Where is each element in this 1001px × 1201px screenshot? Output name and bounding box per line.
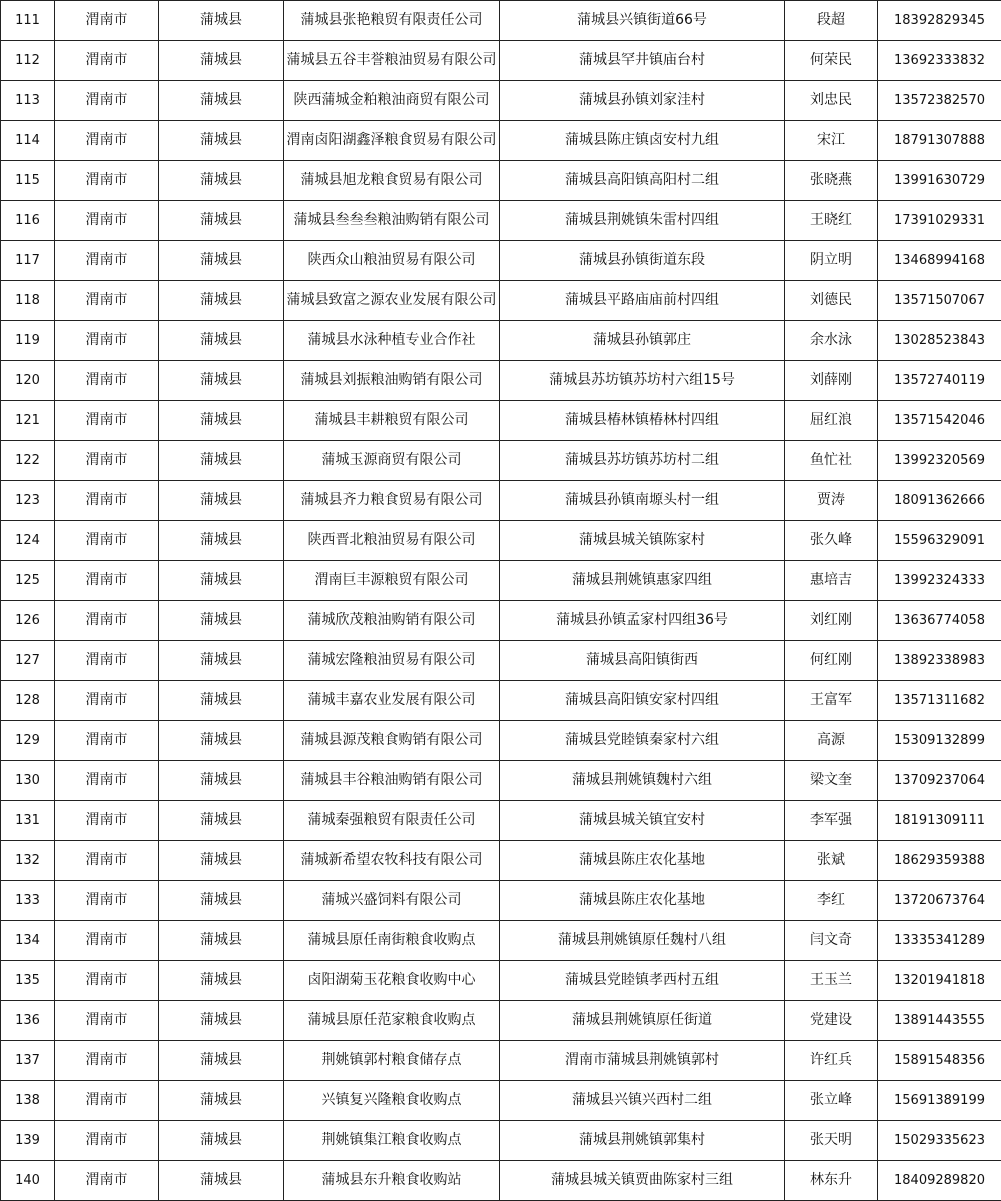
row-number-cell: 135 (1, 961, 55, 1001)
phone-number-cell: 13571507067 (878, 281, 1001, 321)
row-number-cell: 119 (1, 321, 55, 361)
company-name-cell: 蒲城县原任南街粮食收购点 (284, 921, 500, 961)
contact-person-cell: 林东升 (785, 1161, 878, 1201)
county-cell: 蒲城县 (159, 641, 284, 681)
phone-number-cell: 17391029331 (878, 201, 1001, 241)
city-cell: 渭南市 (55, 161, 159, 201)
city-cell: 渭南市 (55, 1161, 159, 1201)
city-cell: 渭南市 (55, 721, 159, 761)
contact-person-cell: 王晓红 (785, 201, 878, 241)
company-name-cell: 蒲城县张艳粮贸有限责任公司 (284, 1, 500, 41)
phone-number-cell: 13028523843 (878, 321, 1001, 361)
company-name-cell: 蒲城县丰谷粮油购销有限公司 (284, 761, 500, 801)
contact-person-cell: 张立峰 (785, 1081, 878, 1121)
row-number-cell: 125 (1, 561, 55, 601)
row-number-cell: 128 (1, 681, 55, 721)
address-cell: 蒲城县陈庄农化基地 (500, 881, 785, 921)
row-number-cell: 124 (1, 521, 55, 561)
row-number-cell: 137 (1, 1041, 55, 1081)
company-name-cell: 陕西蒲城金粕粮油商贸有限公司 (284, 81, 500, 121)
table-row (1, 761, 1001, 801)
company-name-cell: 蒲城县原任范家粮食收购点 (284, 1001, 500, 1041)
city-cell: 渭南市 (55, 361, 159, 401)
address-cell: 蒲城县党睦镇秦家村六组 (500, 721, 785, 761)
row-number-cell: 123 (1, 481, 55, 521)
contact-person-cell: 宋江 (785, 121, 878, 161)
address-cell: 蒲城县平路庙庙前村四组 (500, 281, 785, 321)
phone-number-cell: 13709237064 (878, 761, 1001, 801)
company-name-cell: 陕西晋北粮油贸易有限公司 (284, 521, 500, 561)
phone-number-cell: 13571542046 (878, 401, 1001, 441)
row-number-cell: 111 (1, 1, 55, 41)
city-cell: 渭南市 (55, 1041, 159, 1081)
address-cell: 蒲城县孙镇南塬头村一组 (500, 481, 785, 521)
contact-person-cell: 刘薛刚 (785, 361, 878, 401)
table-row (1, 241, 1001, 281)
county-cell: 蒲城县 (159, 961, 284, 1001)
table-row (1, 601, 1001, 641)
county-cell: 蒲城县 (159, 1161, 284, 1201)
phone-number-cell: 13335341289 (878, 921, 1001, 961)
contact-person-cell: 惠培吉 (785, 561, 878, 601)
address-cell: 蒲城县苏坊镇苏坊村六组15号 (500, 361, 785, 401)
row-number-cell: 122 (1, 441, 55, 481)
contact-person-cell: 刘德民 (785, 281, 878, 321)
row-number-cell: 133 (1, 881, 55, 921)
county-cell: 蒲城县 (159, 721, 284, 761)
county-cell: 蒲城县 (159, 561, 284, 601)
county-cell: 蒲城县 (159, 841, 284, 881)
company-name-cell: 蒲城秦强粮贸有限责任公司 (284, 801, 500, 841)
county-cell: 蒲城县 (159, 1041, 284, 1081)
phone-number-cell: 13572382570 (878, 81, 1001, 121)
row-number-cell: 131 (1, 801, 55, 841)
company-name-cell: 蒲城欣茂粮油购销有限公司 (284, 601, 500, 641)
contact-person-cell: 党建设 (785, 1001, 878, 1041)
company-name-cell: 渭南巨丰源粮贸有限公司 (284, 561, 500, 601)
company-name-cell: 蒲城县叁叁叁粮油购销有限公司 (284, 201, 500, 241)
city-cell: 渭南市 (55, 681, 159, 721)
row-number-cell: 112 (1, 41, 55, 81)
address-cell: 蒲城县城关镇陈家村 (500, 521, 785, 561)
table-row (1, 561, 1001, 601)
contact-person-cell: 屈红浪 (785, 401, 878, 441)
city-cell: 渭南市 (55, 1121, 159, 1161)
company-name-cell: 蒲城县源茂粮食购销有限公司 (284, 721, 500, 761)
address-cell: 蒲城县孙镇刘家洼村 (500, 81, 785, 121)
contact-person-cell: 余水泳 (785, 321, 878, 361)
table-row (1, 481, 1001, 521)
company-name-cell: 兴镇复兴隆粮食收购点 (284, 1081, 500, 1121)
phone-number-cell: 15596329091 (878, 521, 1001, 561)
table-row (1, 921, 1001, 961)
table-row (1, 961, 1001, 1001)
phone-number-cell: 18091362666 (878, 481, 1001, 521)
county-cell: 蒲城县 (159, 361, 284, 401)
contact-person-cell: 张久峰 (785, 521, 878, 561)
row-number-cell: 136 (1, 1001, 55, 1041)
county-cell: 蒲城县 (159, 281, 284, 321)
table-row (1, 441, 1001, 481)
county-cell: 蒲城县 (159, 1121, 284, 1161)
county-cell: 蒲城县 (159, 321, 284, 361)
county-cell: 蒲城县 (159, 601, 284, 641)
table-row (1, 641, 1001, 681)
county-cell: 蒲城县 (159, 521, 284, 561)
county-cell: 蒲城县 (159, 201, 284, 241)
city-cell: 渭南市 (55, 81, 159, 121)
city-cell: 渭南市 (55, 41, 159, 81)
city-cell: 渭南市 (55, 961, 159, 1001)
address-cell: 蒲城县孙镇街道东段 (500, 241, 785, 281)
contact-person-cell: 阴立明 (785, 241, 878, 281)
company-name-cell: 蒲城丰嘉农业发展有限公司 (284, 681, 500, 721)
contact-person-cell: 李军强 (785, 801, 878, 841)
county-cell: 蒲城县 (159, 1001, 284, 1041)
phone-number-cell: 15309132899 (878, 721, 1001, 761)
city-cell: 渭南市 (55, 201, 159, 241)
county-cell: 蒲城县 (159, 241, 284, 281)
phone-number-cell: 18392829345 (878, 1, 1001, 41)
company-name-cell: 蒲城新希望农牧科技有限公司 (284, 841, 500, 881)
row-number-cell: 130 (1, 761, 55, 801)
address-cell: 蒲城县高阳镇街西 (500, 641, 785, 681)
address-cell: 蒲城县荆姚镇惠家四组 (500, 561, 785, 601)
table-row (1, 401, 1001, 441)
company-name-cell: 蒲城县丰耕粮贸有限公司 (284, 401, 500, 441)
address-cell: 蒲城县高阳镇安家村四组 (500, 681, 785, 721)
contact-person-cell: 张斌 (785, 841, 878, 881)
company-name-cell: 卤阳湖菊玉花粮食收购中心 (284, 961, 500, 1001)
county-cell: 蒲城县 (159, 81, 284, 121)
phone-number-cell: 15691389199 (878, 1081, 1001, 1121)
address-cell: 蒲城县党睦镇孝西村五组 (500, 961, 785, 1001)
address-cell: 蒲城县罕井镇庙台村 (500, 41, 785, 81)
row-number-cell: 138 (1, 1081, 55, 1121)
contact-person-cell: 梁文奎 (785, 761, 878, 801)
row-number-cell: 118 (1, 281, 55, 321)
table-row (1, 161, 1001, 201)
county-cell: 蒲城县 (159, 1, 284, 41)
city-cell: 渭南市 (55, 761, 159, 801)
contact-person-cell: 刘忠民 (785, 81, 878, 121)
table-row (1, 201, 1001, 241)
contact-person-cell: 刘红刚 (785, 601, 878, 641)
address-cell: 蒲城县荆姚镇原任街道 (500, 1001, 785, 1041)
company-name-cell: 渭南卤阳湖鑫泽粮食贸易有限公司 (284, 121, 500, 161)
phone-number-cell: 13692333832 (878, 41, 1001, 81)
address-cell: 蒲城县高阳镇高阳村二组 (500, 161, 785, 201)
address-cell: 蒲城县椿林镇椿林村四组 (500, 401, 785, 441)
county-cell: 蒲城县 (159, 481, 284, 521)
row-number-cell: 126 (1, 601, 55, 641)
row-number-cell: 129 (1, 721, 55, 761)
address-cell: 蒲城县孙镇孟家村四组36号 (500, 601, 785, 641)
company-name-cell: 荆姚镇集江粮食收购点 (284, 1121, 500, 1161)
address-cell: 渭南市蒲城县荆姚镇郭村 (500, 1041, 785, 1081)
company-name-cell: 蒲城玉源商贸有限公司 (284, 441, 500, 481)
phone-number-cell: 18629359388 (878, 841, 1001, 881)
table-row (1, 41, 1001, 81)
row-number-cell: 139 (1, 1121, 55, 1161)
county-cell: 蒲城县 (159, 41, 284, 81)
table-row (1, 281, 1001, 321)
table-row (1, 1081, 1001, 1121)
county-cell: 蒲城县 (159, 441, 284, 481)
county-cell: 蒲城县 (159, 401, 284, 441)
company-name-cell: 蒲城县齐力粮食贸易有限公司 (284, 481, 500, 521)
contact-person-cell: 张晓燕 (785, 161, 878, 201)
address-cell: 蒲城县兴镇街道66号 (500, 1, 785, 41)
county-cell: 蒲城县 (159, 921, 284, 961)
city-cell: 渭南市 (55, 121, 159, 161)
city-cell: 渭南市 (55, 561, 159, 601)
phone-number-cell: 13201941818 (878, 961, 1001, 1001)
address-cell: 蒲城县陈庄镇卤安村九组 (500, 121, 785, 161)
table-row (1, 1, 1001, 41)
city-cell: 渭南市 (55, 921, 159, 961)
county-cell: 蒲城县 (159, 161, 284, 201)
contact-person-cell: 何红刚 (785, 641, 878, 681)
city-cell: 渭南市 (55, 241, 159, 281)
table-row (1, 81, 1001, 121)
phone-number-cell: 15891548356 (878, 1041, 1001, 1081)
table-body (1, 1, 1001, 1201)
table-row (1, 1121, 1001, 1161)
address-cell: 蒲城县兴镇兴西村二组 (500, 1081, 785, 1121)
row-number-cell: 134 (1, 921, 55, 961)
phone-number-cell: 13571311682 (878, 681, 1001, 721)
city-cell: 渭南市 (55, 401, 159, 441)
row-number-cell: 114 (1, 121, 55, 161)
contact-person-cell: 王玉兰 (785, 961, 878, 1001)
table-row (1, 1041, 1001, 1081)
phone-number-cell: 13992324333 (878, 561, 1001, 601)
company-name-cell: 蒲城兴盛饲料有限公司 (284, 881, 500, 921)
table-row (1, 841, 1001, 881)
contact-person-cell: 王富军 (785, 681, 878, 721)
phone-number-cell: 13720673764 (878, 881, 1001, 921)
company-name-cell: 蒲城宏隆粮油贸易有限公司 (284, 641, 500, 681)
row-number-cell: 115 (1, 161, 55, 201)
city-cell: 渭南市 (55, 481, 159, 521)
contact-person-cell: 李红 (785, 881, 878, 921)
company-name-cell: 陕西众山粮油贸易有限公司 (284, 241, 500, 281)
address-cell: 蒲城县荆姚镇郭集村 (500, 1121, 785, 1161)
company-name-cell: 蒲城县致富之源农业发展有限公司 (284, 281, 500, 321)
row-number-cell: 140 (1, 1161, 55, 1201)
company-name-cell: 蒲城县水泳种植专业合作社 (284, 321, 500, 361)
county-cell: 蒲城县 (159, 801, 284, 841)
county-cell: 蒲城县 (159, 761, 284, 801)
company-name-cell: 蒲城县东升粮食收购站 (284, 1161, 500, 1201)
county-cell: 蒲城县 (159, 681, 284, 721)
address-cell: 蒲城县孙镇郭庄 (500, 321, 785, 361)
table-row (1, 801, 1001, 841)
contact-person-cell: 张天明 (785, 1121, 878, 1161)
table-row (1, 361, 1001, 401)
contact-person-cell: 闫文奇 (785, 921, 878, 961)
table-row (1, 1161, 1001, 1201)
company-name-cell: 蒲城县旭龙粮食贸易有限公司 (284, 161, 500, 201)
phone-number-cell: 18791307888 (878, 121, 1001, 161)
row-number-cell: 117 (1, 241, 55, 281)
county-cell: 蒲城县 (159, 881, 284, 921)
row-number-cell: 132 (1, 841, 55, 881)
city-cell: 渭南市 (55, 521, 159, 561)
contact-person-cell: 贾涛 (785, 481, 878, 521)
city-cell: 渭南市 (55, 841, 159, 881)
city-cell: 渭南市 (55, 881, 159, 921)
county-cell: 蒲城县 (159, 1081, 284, 1121)
address-cell: 蒲城县城关镇贾曲陈家村三组 (500, 1161, 785, 1201)
company-name-cell: 蒲城县刘振粮油购销有限公司 (284, 361, 500, 401)
table-row (1, 521, 1001, 561)
city-cell: 渭南市 (55, 1, 159, 41)
contact-person-cell: 鱼忙社 (785, 441, 878, 481)
city-cell: 渭南市 (55, 601, 159, 641)
row-number-cell: 121 (1, 401, 55, 441)
address-cell: 蒲城县苏坊镇苏坊村二组 (500, 441, 785, 481)
city-cell: 渭南市 (55, 281, 159, 321)
city-cell: 渭南市 (55, 1001, 159, 1041)
phone-number-cell: 13892338983 (878, 641, 1001, 681)
county-cell: 蒲城县 (159, 121, 284, 161)
phone-number-cell: 18191309111 (878, 801, 1001, 841)
address-cell: 蒲城县荆姚镇魏村六组 (500, 761, 785, 801)
city-cell: 渭南市 (55, 321, 159, 361)
contact-person-cell: 高源 (785, 721, 878, 761)
table-row (1, 321, 1001, 361)
phone-number-cell: 13636774058 (878, 601, 1001, 641)
phone-number-cell: 13891443555 (878, 1001, 1001, 1041)
city-cell: 渭南市 (55, 441, 159, 481)
phone-number-cell: 13468994168 (878, 241, 1001, 281)
table-row (1, 681, 1001, 721)
table-row (1, 1001, 1001, 1041)
row-number-cell: 113 (1, 81, 55, 121)
table-row (1, 121, 1001, 161)
address-cell: 蒲城县荆姚镇原任魏村八组 (500, 921, 785, 961)
contact-person-cell: 段超 (785, 1, 878, 41)
contact-person-cell: 何荣民 (785, 41, 878, 81)
contact-person-cell: 许红兵 (785, 1041, 878, 1081)
address-cell: 蒲城县荆姚镇朱雷村四组 (500, 201, 785, 241)
phone-number-cell: 13992320569 (878, 441, 1001, 481)
address-cell: 蒲城县城关镇宜安村 (500, 801, 785, 841)
company-name-cell: 蒲城县五谷丰誉粮油贸易有限公司 (284, 41, 500, 81)
phone-number-cell: 13991630729 (878, 161, 1001, 201)
table-row (1, 881, 1001, 921)
address-cell: 蒲城县陈庄农化基地 (500, 841, 785, 881)
row-number-cell: 116 (1, 201, 55, 241)
company-name-cell: 荆姚镇郭村粮食储存点 (284, 1041, 500, 1081)
phone-number-cell: 18409289820 (878, 1161, 1001, 1201)
row-number-cell: 120 (1, 361, 55, 401)
city-cell: 渭南市 (55, 801, 159, 841)
city-cell: 渭南市 (55, 1081, 159, 1121)
phone-number-cell: 13572740119 (878, 361, 1001, 401)
row-number-cell: 127 (1, 641, 55, 681)
phone-number-cell: 15029335623 (878, 1121, 1001, 1161)
city-cell: 渭南市 (55, 641, 159, 681)
table-row (1, 721, 1001, 761)
